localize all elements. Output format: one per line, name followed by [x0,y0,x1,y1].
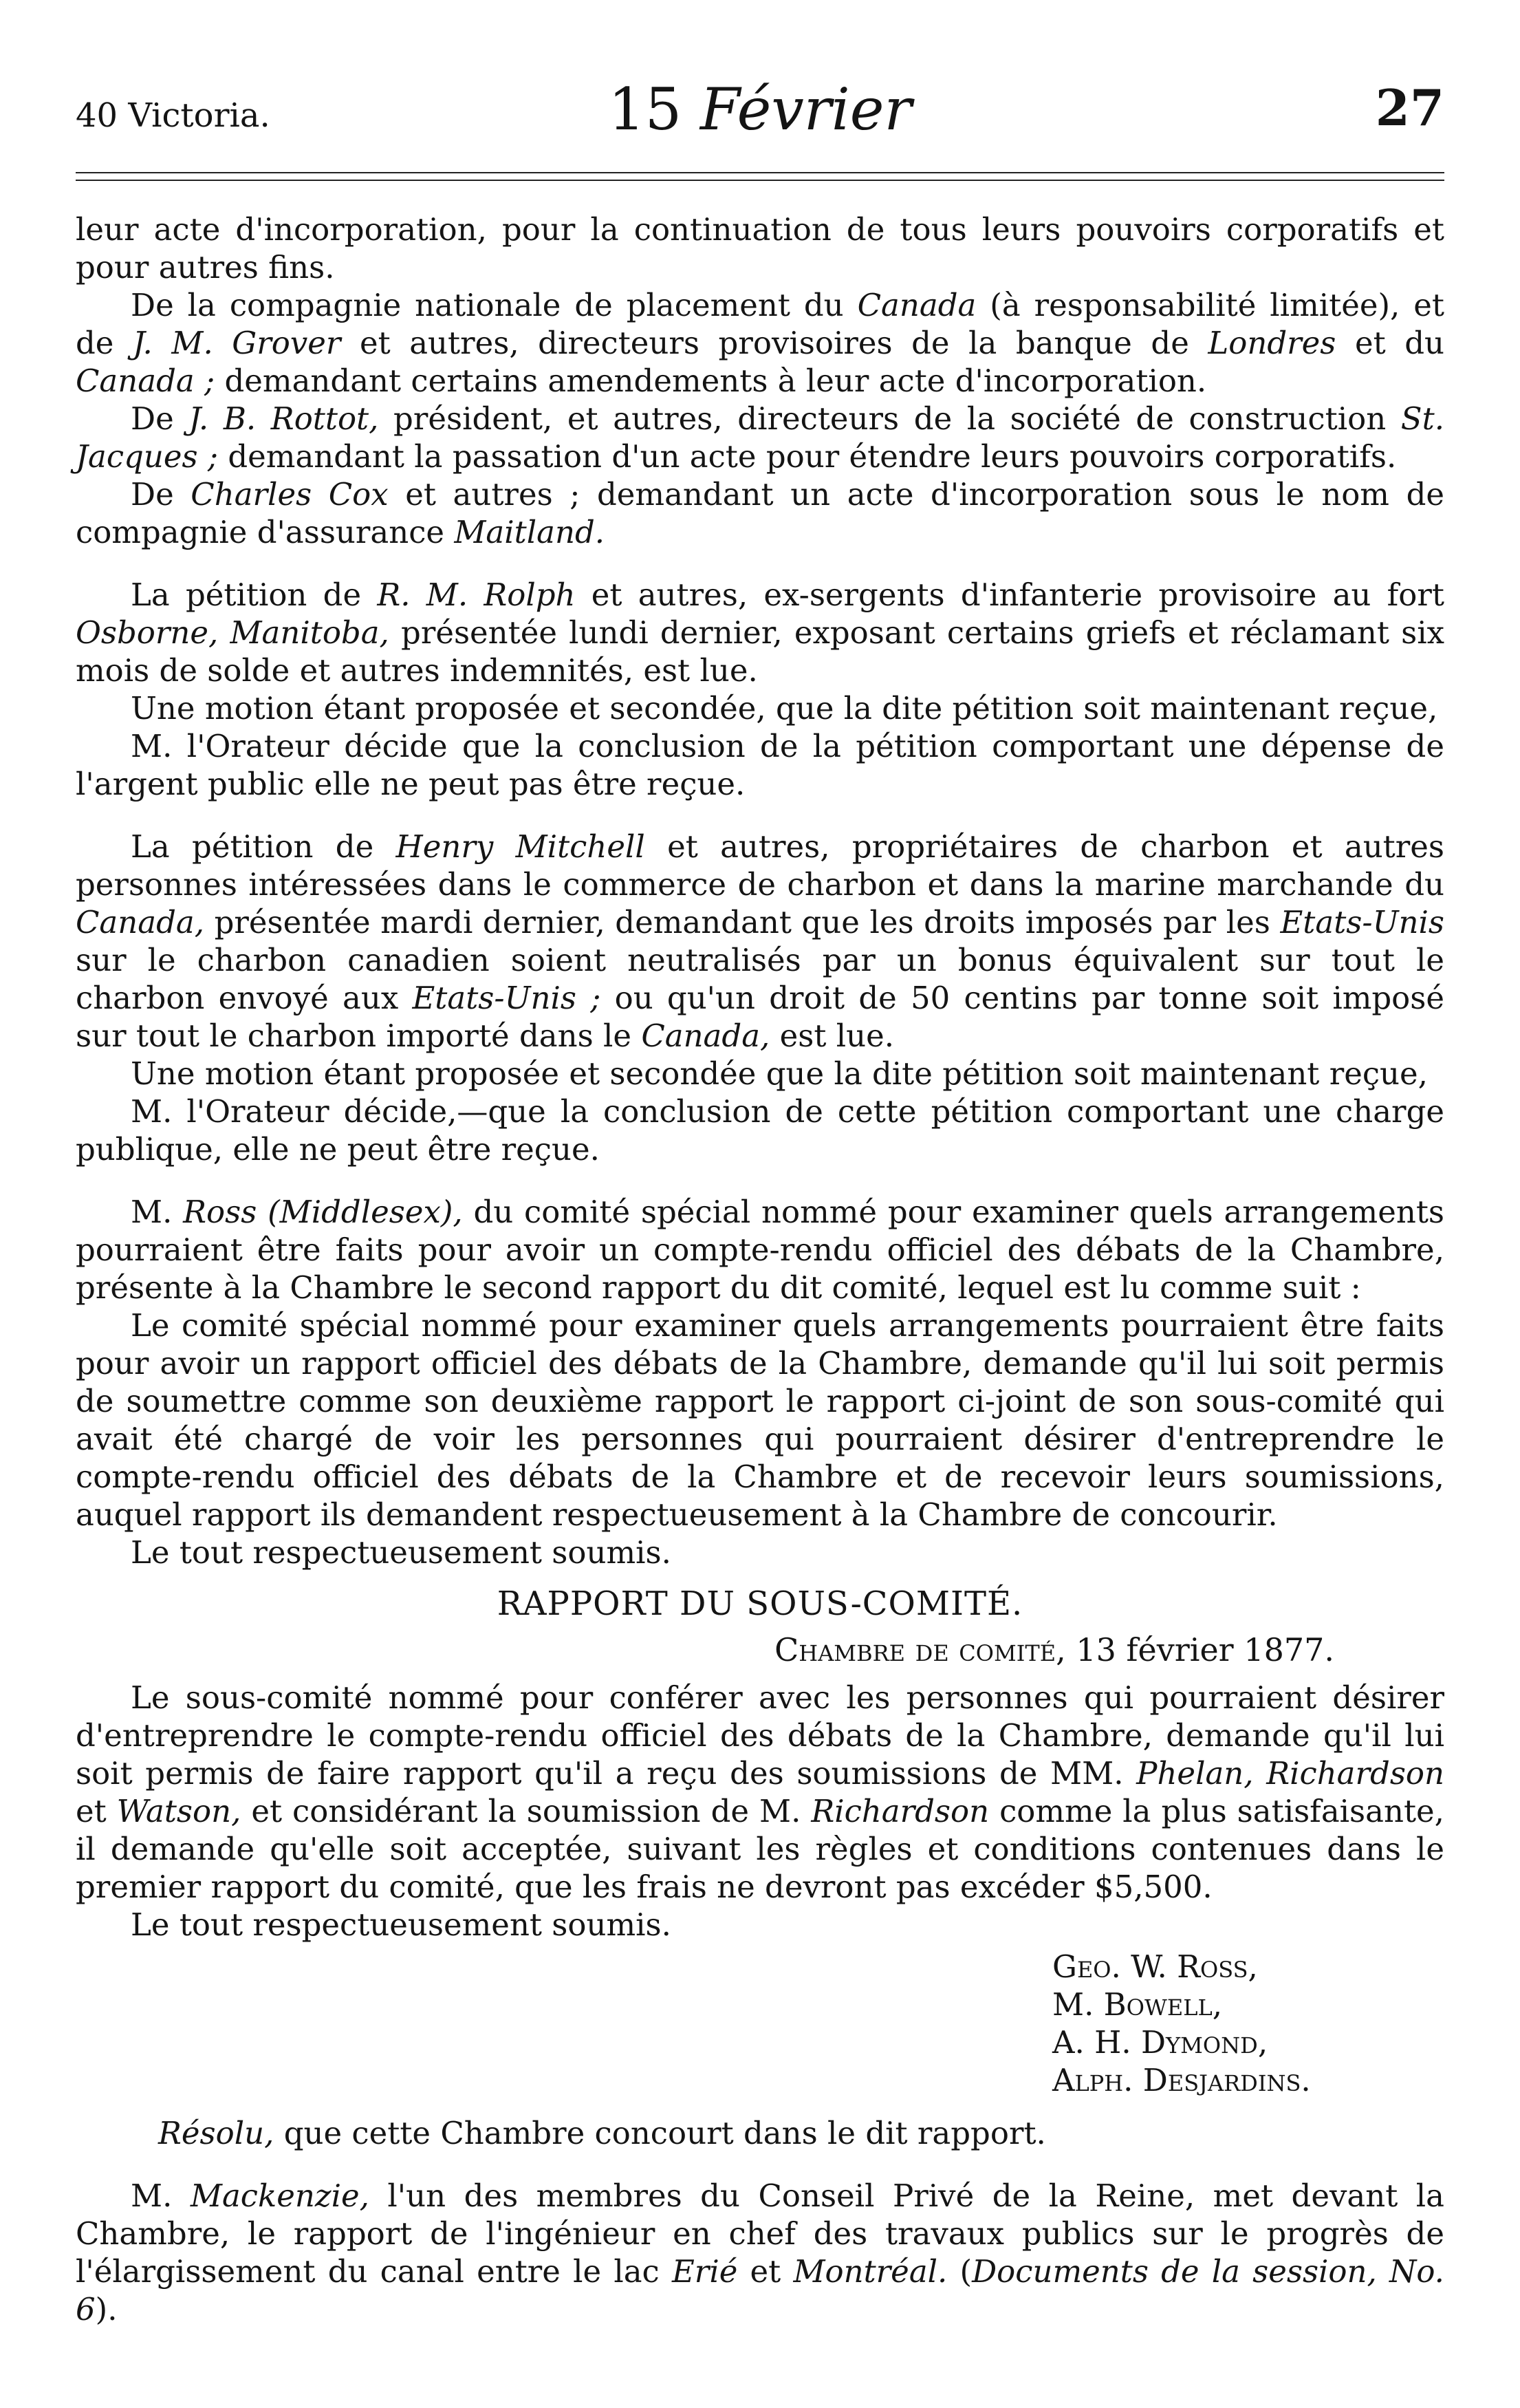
paragraph: M. Ross (Middlesex), du comité spécial nommé pour examiner quels arrangements pourraient être faits pour avoir un compte-rendu officiel des débats de la Chambre, présente à la Chambre le second rapport du dit comité, lequel est lu comme suit : [76,1194,1444,1306]
paragraph: De J. B. Rottot, président, et autres, directeurs de la société de construction St. Jacques ; demandant la passation d'un acte pour étendre leurs pouvoirs corporatifs. [76,400,1445,475]
page-header [76,76,1444,151]
paragraph: M. Mackenzie, l'un des membres du Conseil Privé de la Reine, met devant la Chambre, le rapport de l'ingénieur en chef des travaux publics sur le progrès de l'élargissement du canal entre le lac Erié et Montréal. (Documents de la session, No. 6). [76,2178,1445,2328]
header-left: 40 Victoria. [76,96,270,135]
paragraph: Le sous-comité nommé pour conférer avec les personnes qui pourraient désirer d'entreprendre le compte-rendu officiel des débats de la Chambre, demande qu'il lui soit permis de faire rapport qu'il a reçu des soumissions de MM. Phelan, Richardson et Watson, et considérant la soumission de M. Richardson comme la plus satisfaisante, il demande qu'elle soit acceptée, suivant les règles et conditions contenues dans le premier rapport du comité, que les frais ne devront pas excéder $5,500. [76,1679,1444,1905]
paragraph: Le tout respectueusement soumis. [131,1534,671,1571]
header-rule-top [76,172,1444,173]
paragraph: leur acte d'incorporation, pour la continuation de tous leurs pouvoirs corporatifs et pour autres fins. [76,211,1444,286]
document-body [76,211,1444,2328]
signature: Geo. W. Ross, [1052,1948,1258,1985]
header-date [76,76,1444,143]
paragraph: Résolu, que cette Chambre concourt dans le dit rapport. [158,2115,1046,2151]
signature: M. Bowell, [1052,1986,1223,2023]
paragraph: Une motion étant proposée et secondée, que la dite pétition soit maintenant reçue, [131,690,1438,727]
header-rules [76,172,1444,181]
header-date-number: 15 [608,76,682,143]
paragraph: M. l'Orateur décide que la conclusion de la pétition comportant une dépense de l'argent public elle ne peut pas être reçue. [76,728,1444,802]
header-date-month: Février [699,76,912,143]
paragraph: Le comité spécial nommé pour examiner quels arrangements pourraient être faits pour avoir un rapport officiel des débats de la Chambre, demande qu'il lui soit permis de soumettre comme son deuxième rapport le rapport ci-joint de son sous-comité qui avait été chargé de voir les personnes qui pourraient désirer d'entreprendre le compte-rendu officiel des débats de la Chambre et de recevoir leurs soumissions, auquel rapport ils demandent respectueusement à la Chambre de concourir. [76,1307,1444,1533]
section-title: RAPPORT DU SOUS-COMITÉ. [497,1584,1023,1623]
paragraph: De la compagnie nationale de placement du Canada (à responsabilité limitée), et de J. M. Grover et autres, directeurs provisoires de la banque de Londres et du Canada ; demandant certains amendements à leur acte d'incorporation. [76,287,1445,399]
page-number: 27 [1375,78,1444,137]
paragraph: Le tout respectueusement soumis. [131,1906,671,1943]
signature: Alph. Desjardins. [1052,2062,1311,2098]
paragraph: De Charles Cox et autres ; demandant un acte d'incorporation sous le nom de compagnie d'assurance Maitland. [76,476,1445,550]
paragraph: M. l'Orateur décide,—que la conclusion de cette pétition comportant une charge publique, elle ne peut être reçue. [76,1093,1444,1168]
signatures [1052,1948,1444,2099]
paragraph: Une motion étant proposée et secondée que la dite pétition soit maintenant reçue, [131,1055,1428,1092]
dateline: Chambre de comité, 13 février 1877. [774,1631,1334,1668]
signature: A. H. Dymond, [1052,2024,1268,2061]
header-rule-bottom [76,180,1444,181]
document-page [76,76,1445,2328]
paragraph: La pétition de R. M. Rolph et autres, ex-sergents d'infanterie provisoire au fort Osborne, Manitoba, présentée lundi dernier, exposant certains griefs et réclamant six mois de solde et autres indemnités, est lue. [76,577,1444,689]
paragraph: La pétition de Henry Mitchell et autres, propriétaires de charbon et autres personnes intéressées dans le commerce de charbon et dans la marine marchande du Canada, présentée mardi dernier, demandant que les droits imposés par les Etats-Unis sur le charbon canadien soient neutralisés par un bonus équivalent sur tout le charbon envoyé aux Etats-Unis ; ou qu'un droit de 50 centins par tonne soit imposé sur tout le charbon importé dans le Canada, est lue. [76,828,1445,1054]
